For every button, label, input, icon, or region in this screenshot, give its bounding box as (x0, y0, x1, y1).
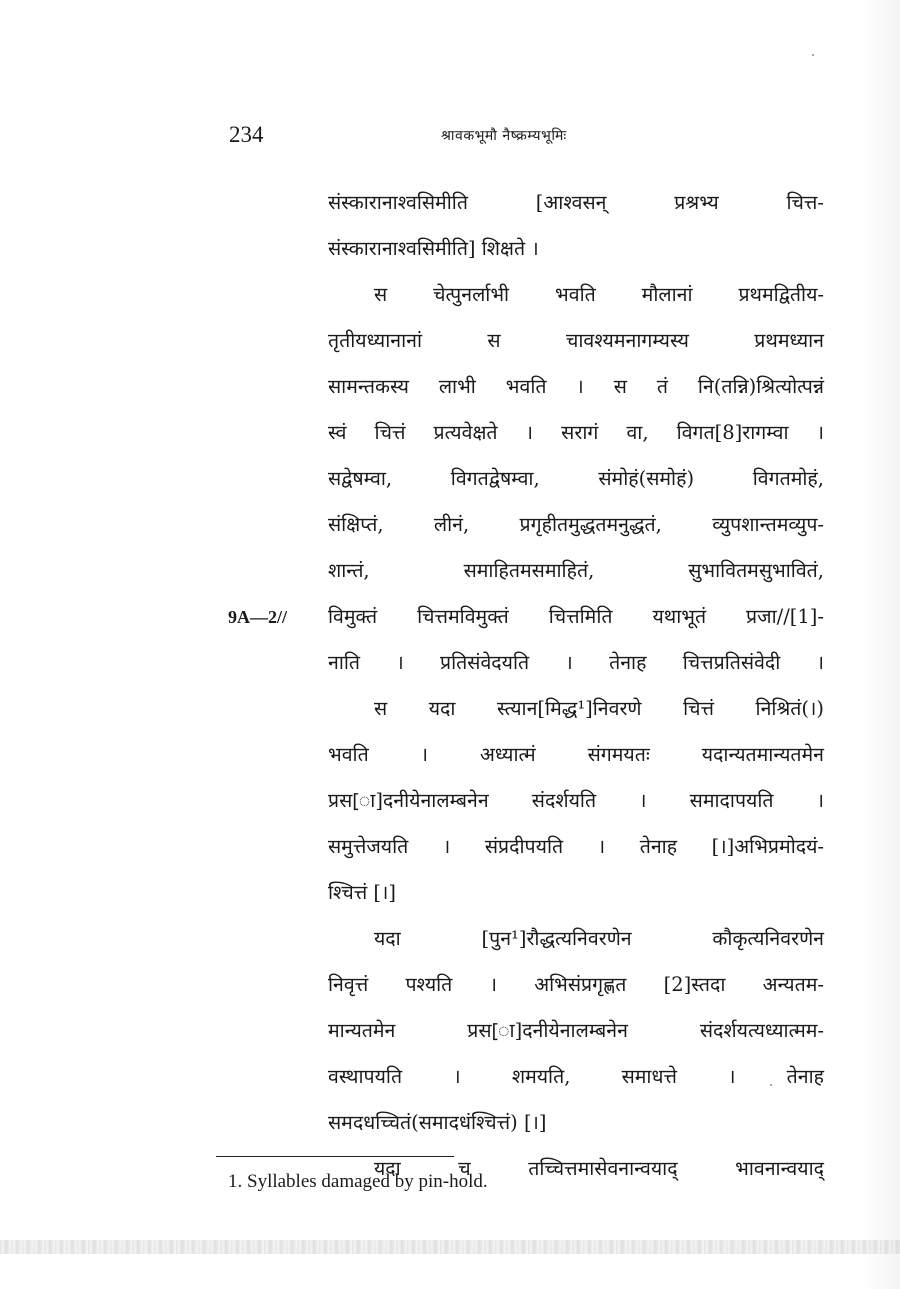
text-line: सद्वेषम्वा, विगतद्वेषम्वा, संमोहं(समोहं) विगतमोहं, (328, 467, 824, 490)
text-line: वस्थापयति । शमयति, समाधत्ते । तेनाह (328, 1065, 824, 1088)
scan-bottom-artifact (0, 1240, 900, 1254)
footnote: 1. Syllables damaged by pin-hold. (228, 1171, 488, 1192)
text-line: समदधच्चितं(समादधंश्चित्तं) [।] (328, 1111, 547, 1134)
footnote-divider (216, 1156, 454, 1157)
text-line: स चेत्पुनर्लाभी भवति मौलानां प्रथमद्वितीय- (374, 283, 824, 306)
running-title: श्रावकभूमौ नैष्क्रम्यभूमिः (441, 128, 567, 144)
text-line: प्रस[ा]दनीयेनालम्बनेन संदर्शयति । समादापयति । (328, 789, 824, 812)
text-line: समुत्तेजयति । संप्रदीपयति । तेनाह [।]अभिप्रमोदयं- (328, 835, 824, 858)
text-line-content: विमुक्तं चित्तमविमुक्तं चित्तमिति यथाभूतं प्रजा//[1]- (328, 605, 824, 628)
text-line: यदा [पुन¹]रौद्धत्यनिवरणेन कौकृत्यनिवरणेन (374, 927, 824, 950)
text-line: संस्कारानाश्वसिमीति [आश्वसन् प्रश्रभ्य चित्त- (328, 191, 824, 214)
text-line: संक्षिप्तं, लीनं, प्रगृहीतमुद्धतमनुद्धतं, व्युपशान्तमव्युप- (328, 513, 824, 536)
text-line: श्चित्तं [।] (328, 881, 396, 904)
scan-edge-shading (862, 0, 900, 1289)
text-line: शान्तं, समाहितमसमाहितं, सुभावितमसुभावितं, (328, 559, 824, 582)
text-line: स यदा स्त्यान[मिद्ध¹]निवरणे चित्तं निश्रितं(।) (374, 697, 824, 720)
text-line-with-margin-ref (228, 594, 824, 640)
main-text (228, 180, 824, 1192)
text-line: सामन्तकस्य लाभी भवति । स तं नि(तन्नि)श्रित्योत्पन्नं (328, 375, 824, 398)
text-line: संस्कारानाश्वसिमीति] शिक्षते । (328, 237, 539, 260)
text-line: निवृत्तं पश्यति । अभिसंप्रगृह्णत [2]स्तदा अन्यतम- (328, 973, 824, 996)
page-number: 234 (229, 122, 264, 147)
margin-reference: 9A—2// (228, 607, 288, 627)
text-line: मान्यतमेन प्रस[ा]दनीयेनालम्बनेन संदर्शयत्यध्यात्मम- (328, 1019, 824, 1042)
text-line: नाति । प्रतिसंवेदयति । तेनाह चित्तप्रतिसंवेदी । (328, 651, 824, 674)
text-line: भवति । अध्यात्मं संगमयतः यदान्यतमान्यतमेन (328, 743, 824, 766)
scan-speck (812, 54, 814, 56)
page-header (0, 120, 900, 150)
text-line: यदा च तच्चित्तमासेवनान्वयाद् भावनान्वयाद् (374, 1157, 824, 1180)
text-line: तृतीयध्यानानां स चावश्यमनागम्यस्य प्रथमध्यान (328, 329, 824, 352)
text-line: स्वं चित्तं प्रत्यवेक्षते । सरागं वा, विगत[8]रागम्वा । (328, 421, 824, 444)
